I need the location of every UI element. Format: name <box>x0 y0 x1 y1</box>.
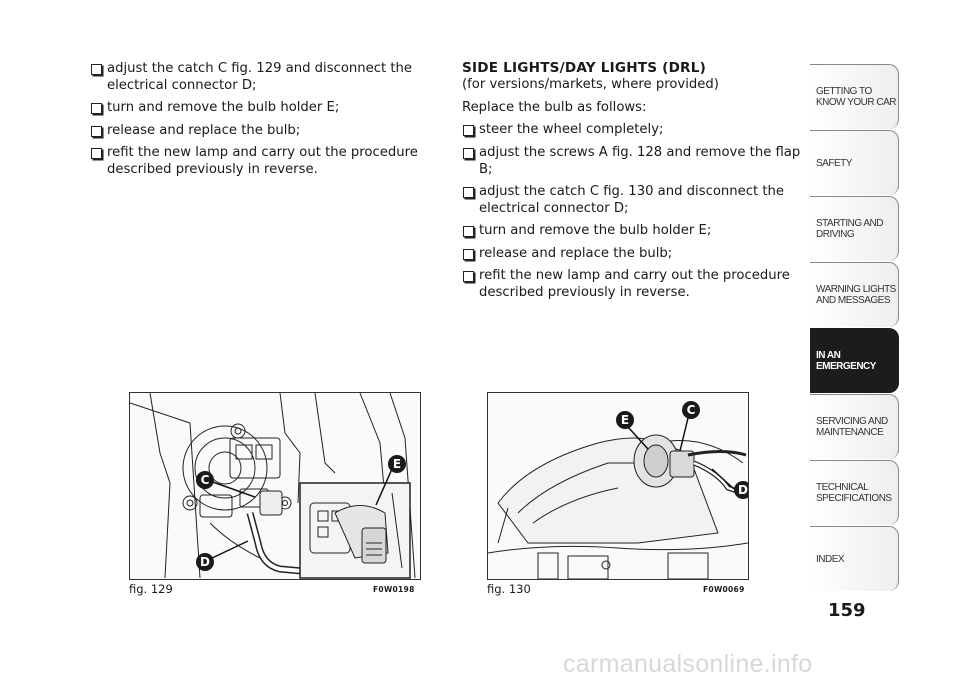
section-title: SIDE LIGHTS/DAY LIGHTS (DRL) <box>462 60 707 76</box>
figure-code: F0W0069 <box>703 585 745 594</box>
figure-130 <box>487 392 749 596</box>
checkbox-bullet-icon <box>91 126 102 137</box>
marker-C: C <box>682 401 700 419</box>
tab-index[interactable]: INDEX <box>810 526 899 591</box>
tab-warning-lights-and-messages[interactable]: WARNING LIGHTS AND MESSAGES <box>810 262 899 327</box>
chapter-tabs <box>810 64 899 592</box>
page-number: 159 <box>828 600 866 621</box>
checkbox-bullet-icon <box>91 64 102 75</box>
leader-lines <box>488 393 748 579</box>
figure-129-image <box>129 392 421 580</box>
left-column <box>90 60 430 183</box>
step-item: steer the wheel completely; <box>462 121 812 138</box>
section-subtitle: (for versions/markets, where provided) <box>462 77 719 92</box>
checkbox-bullet-icon <box>91 103 102 114</box>
figure-code: F0W0198 <box>373 585 415 594</box>
leader-lines <box>130 393 420 579</box>
figure-130-image <box>487 392 749 580</box>
marker-D: D <box>734 481 749 499</box>
tab-servicing-and-maintenance[interactable]: SERVICING AND MAINTENANCE <box>810 394 899 459</box>
figure-caption: fig. 130 <box>487 582 531 596</box>
tab-safety[interactable]: SAFETY <box>810 130 899 195</box>
step-item: turn and remove the bulb holder E; <box>90 99 430 116</box>
step-item: release and replace the bulb; <box>462 245 812 262</box>
tab-starting-and-driving[interactable]: STARTING AND DRIVING <box>810 196 899 261</box>
step-item: adjust the catch C fig. 130 and disconnect the electrical connector D; <box>462 183 812 217</box>
step-item: refit the new lamp and carry out the procedure described previously in reverse. <box>90 144 430 178</box>
step-item: adjust the catch C fig. 129 and disconnect the electrical connector D; <box>90 60 430 94</box>
checkbox-bullet-icon <box>463 249 474 260</box>
step-item: adjust the screws A fig. 128 and remove the flap B; <box>462 144 812 178</box>
figure-129 <box>129 392 421 596</box>
marker-E: E <box>388 455 406 473</box>
tab-in-an-emergency[interactable]: IN AN EMERGENCY <box>810 328 899 393</box>
intro-text: Replace the bulb as follows: <box>462 100 647 116</box>
marker-E: E <box>616 411 634 429</box>
tab-getting-to-know-your-car[interactable]: GETTING TO KNOW YOUR CAR <box>810 64 899 129</box>
watermark: carmanualsonline.info <box>563 650 813 678</box>
checkbox-bullet-icon <box>463 187 474 198</box>
checkbox-bullet-icon <box>463 148 474 159</box>
right-column <box>462 60 812 306</box>
checkbox-bullet-icon <box>91 148 102 159</box>
checkbox-bullet-icon <box>463 226 474 237</box>
step-item: release and replace the bulb; <box>90 122 430 139</box>
tab-technical-specifications[interactable]: TECHNICAL SPECIFICATIONS <box>810 460 899 525</box>
figure-caption: fig. 129 <box>129 582 173 596</box>
checkbox-bullet-icon <box>463 125 474 136</box>
checkbox-bullet-icon <box>463 271 474 282</box>
marker-D: D <box>196 553 214 571</box>
step-item: turn and remove the bulb holder E; <box>462 222 812 239</box>
step-item: refit the new lamp and carry out the procedure described previously in reverse. <box>462 267 812 301</box>
marker-C: C <box>196 471 214 489</box>
